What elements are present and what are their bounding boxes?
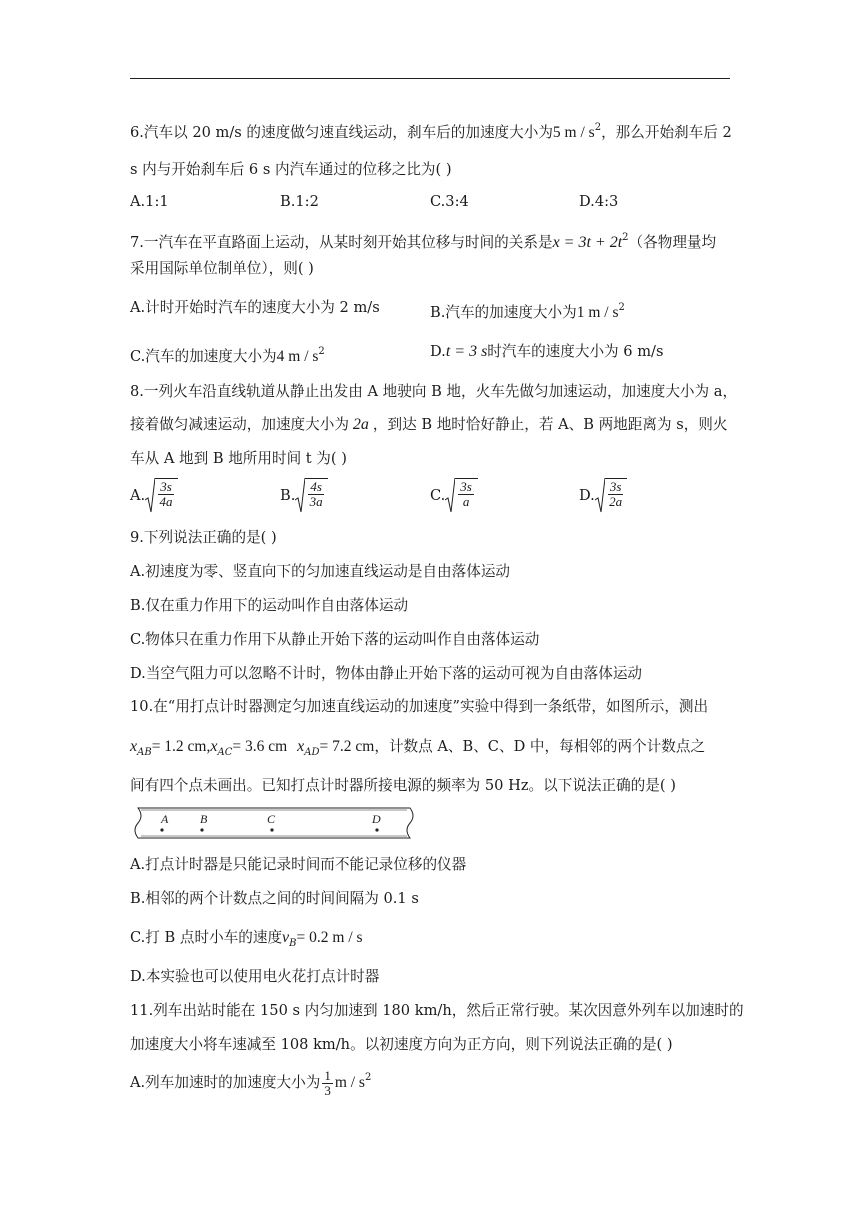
- q10-stem-line2: $x_{AB}= 1.2$ $cm,x_{AC}= 3.6$ cm $x_{AD}= 7.2$ cm，计数点 A、B、C、D 中，每相邻的两个计数点之: [130, 738, 706, 758]
- q8-stem-line3: 车从 A 地到 B 地所用时间 t 为( ): [130, 450, 347, 467]
- q9-option-c: C.物体只在重力作用下从静止开始下落的运动叫作自由落体运动: [130, 631, 540, 648]
- q11-stem-line1: 11.列车出站时能在 150 s 内匀加速到 180 km/h，然后正常行驶。某次因意外列车以加速时的: [130, 1002, 744, 1019]
- q8-option-b: B. $\frac{4s}{3a}$: [280, 478, 328, 514]
- q6-stem-line2: s 内与开始刹车后 6 s 内汽车通过的位移之比为( ): [130, 161, 452, 178]
- tape-label-c: C: [267, 812, 276, 826]
- paper-tape-figure: [132, 806, 416, 844]
- q8-stem-line2: 接着做匀减速运动，加速度大小为 2a ，到达 B 地时恰好静止，若 A、B 两地距离为 s，则火: [130, 416, 728, 433]
- q10-option-a: A.打点计时器是只能记录时间而不能记录位移的仪器: [130, 856, 467, 873]
- q7-option-a: A.计时开始时汽车的速度大小为 2 m/s: [130, 299, 380, 316]
- q8-option-a: A. $\frac{3s}{4a}$: [130, 478, 178, 514]
- q6-option-c: C.3:4: [430, 193, 469, 210]
- q10-option-b: B.相邻的两个计数点之间的时间间隔为 0.1 s: [130, 890, 419, 907]
- q6-stem-line1: 6.汽车以 20 m/s 的速度做匀速直线运动，刹车后的加速度大小为5 m / $s^2$，那么开始刹车后 2: [130, 122, 732, 141]
- tape-label-a: A: [161, 812, 169, 826]
- q6-option-d: D.4:3: [579, 193, 619, 210]
- tape-dot-c: [270, 828, 273, 831]
- q7-formula: x = 3t + 2t: [552, 234, 623, 251]
- q7-option-c: C.汽车的加速度大小为4 m / $s^2$: [130, 346, 325, 365]
- q10-stem-line1: 10.在“用打点计时器测定匀加速直线运动的加速度”实验中得到一条纸带，如图所示，测出: [130, 698, 709, 715]
- q7-option-d: D.t = 3 s时汽车的速度大小为 6 m/s: [430, 343, 664, 360]
- q11-option-a: A.列车加速时的加速度大小为 $\frac{1}{3}$ m / $s^2$: [130, 1067, 372, 1098]
- header-rule: [130, 78, 730, 79]
- tape-dot-a: [160, 828, 163, 831]
- q8-stem-line1: 8.一列火车沿直线轨道从静止出发由 A 地驶向 B 地，火车先做匀加速运动，加速度大小为 a，: [130, 383, 738, 400]
- q7-option-b: B.汽车的加速度大小为1 m / $s^2$: [430, 302, 625, 321]
- q8-option-d: D. $\frac{3s}{2a}$: [579, 478, 627, 514]
- q9-stem: 9.下列说法正确的是( ): [130, 529, 277, 546]
- q10-option-c: C.打 B 点时小车的速度$v_B= 0.2$ m / s: [130, 929, 363, 949]
- q6-option-b: B.1:2: [280, 193, 319, 210]
- tape-label-b: B: [200, 812, 208, 826]
- q7-stem-line2: 采用国际单位制单位），则( ): [130, 260, 314, 277]
- q10-option-d: D.本实验也可以使用电火花打点计时器: [130, 968, 380, 985]
- q6-option-a: A.1:1: [130, 193, 169, 210]
- q11-stem-line2: 加速度大小将车速减至 108 km/h。以初速度方向为正方向，则下列说法正确的是( ): [130, 1036, 673, 1053]
- q7-stem-line1: 7.一汽车在平直路面上运动，从某时刻开始其位移与时间的关系是$x = 3t + 2t^2$（各物理量均: [130, 232, 717, 251]
- q9-option-a: A.初速度为零、竖直向下的匀加速直线运动是自由落体运动: [130, 563, 511, 580]
- q10-stem-line3: 间有四个点未画出。已知打点计时器所接电源的频率为 50 Hz。以下说法正确的是( ): [130, 777, 676, 794]
- q8-option-c: C. $\frac{3s}{a}$: [430, 478, 478, 514]
- tape-label-d: D: [372, 812, 381, 826]
- q9-option-d: D.当空气阻力可以忽略不计时，物体由静止开始下落的运动可视为自由落体运动: [130, 665, 643, 682]
- q9-option-b: B.仅在重力作用下的运动叫作自由落体运动: [130, 597, 409, 614]
- tape-dot-d: [375, 828, 378, 831]
- tape-dot-b: [200, 828, 203, 831]
